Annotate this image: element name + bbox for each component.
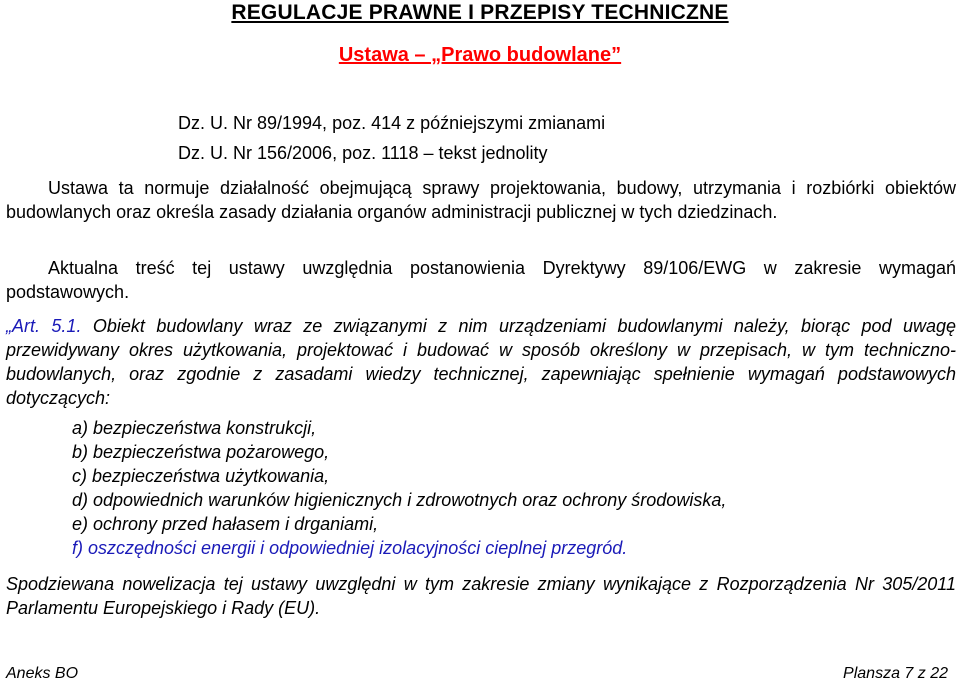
- page-title: REGULACJE PRAWNE I PRZEPISY TECHNICZNE: [231, 1, 729, 24]
- legal-reference-1: Dz. U. Nr 89/1994, poz. 414 z późniejszymi zmianami: [178, 113, 606, 133]
- footer-source: Aneks BO: [6, 665, 79, 682]
- list-item-energy: f) oszczędności energii i odpowiedniej izolacyjności cieplnej przegród.: [72, 538, 628, 558]
- list-item: c) bezpieczeństwa użytkowania,: [72, 466, 330, 486]
- law-subtitle: Ustawa – „Prawo budowlane”: [338, 44, 622, 66]
- update-paragraph: Aktualna treść tej ustawy uwzględnia postanowienia Dyrektywy 89/106/EWG w zakresie wymagań podstawowych.: [6, 258, 956, 302]
- closing-paragraph: Spodziewana nowelizacja tej ustawy uwzględni w tym zakresie zmiany wynikające z Rozporządzenia Nr 305/2011 Parlamentu Europejskiego i Rady (EU).: [6, 574, 956, 618]
- legal-reference-2: Dz. U. Nr 156/2006, poz. 1118 – tekst jednolity: [178, 143, 548, 163]
- article-text: Obiekt budowlany wraz ze związanymi z nim urządzeniami budowlanymi należy, biorąc pod uwagę przewidywany okres użytkowania, projektować i budować w sposób określony w przepisach, w tym techniczno-budowlanych, oraz zgodnie z zasadami wiedzy technicznej, zapewniając spełnienie wymagań podstawowych dotyczących:: [6, 316, 956, 408]
- list-item: e) ochrony przed hałasem i drganiami,: [72, 514, 379, 534]
- list-item: b) bezpieczeństwa pożarowego,: [72, 442, 330, 462]
- list-item: a) bezpieczeństwa konstrukcji,: [72, 418, 317, 438]
- article-reference: „Art. 5.1.: [6, 316, 82, 336]
- requirements-list: [72, 416, 726, 560]
- list-item: d) odpowiednich warunków higienicznych i zdrowotnych oraz ochrony środowiska,: [72, 490, 727, 510]
- intro-paragraph: Ustawa ta normuje działalność obejmującą sprawy projektowania, budowy, utrzymania i rozbiórki obiektów budowlanych oraz określa zasady działania organów administracji publicznej w tych dziedzinach.: [6, 178, 956, 222]
- footer-page-number: Plansza 7 z 22: [843, 665, 948, 682]
- article-paragraph: [6, 314, 956, 410]
